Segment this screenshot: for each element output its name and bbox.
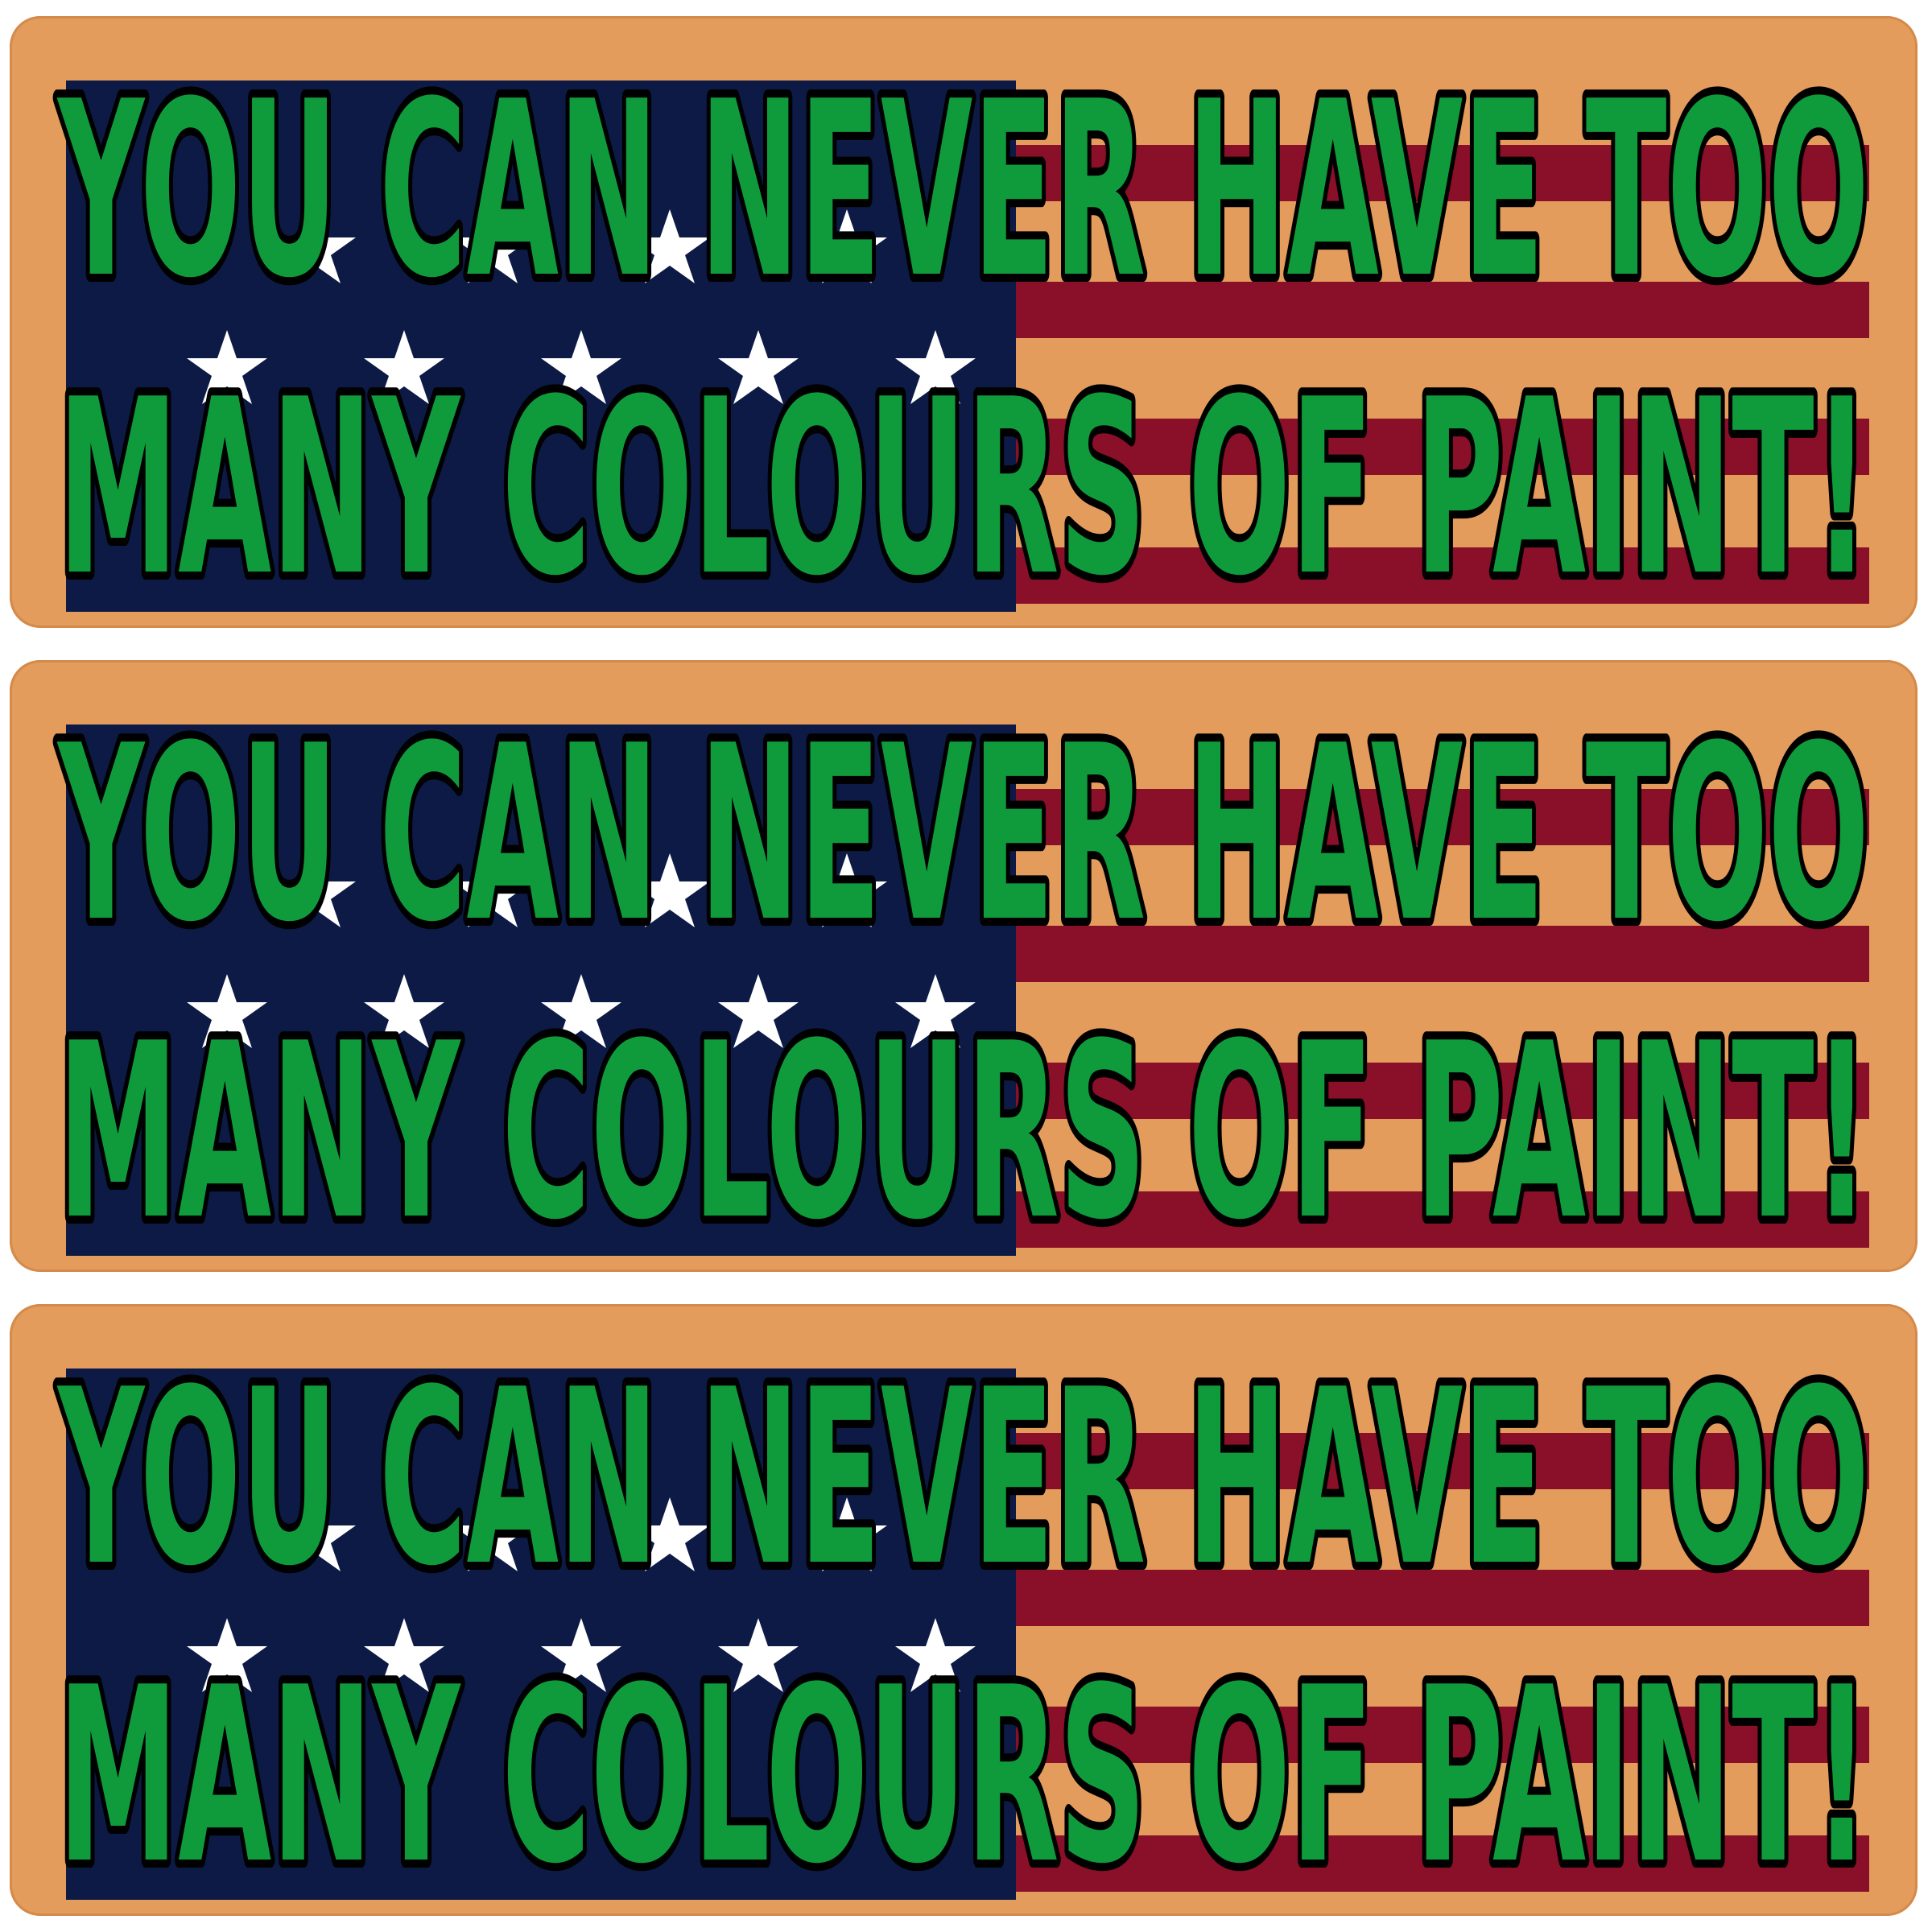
slogan-line-2: MANY COLOURS OF PAINT! [58,1636,1869,1916]
bumper-sticker [10,660,1918,1272]
slogan [10,660,1918,1272]
slogan-line-1: YOU CAN NEVER HAVE TOO [56,1338,1870,1619]
slogan-line-1: YOU CAN NEVER HAVE TOO [56,694,1870,975]
slogan [10,16,1918,628]
slogan-line-2: MANY COLOURS OF PAINT! [58,992,1869,1272]
bumper-sticker [10,16,1918,628]
slogan-line-2: MANY COLOURS OF PAINT! [58,348,1869,628]
slogan [10,1304,1918,1916]
slogan-line-1: YOU CAN NEVER HAVE TOO [56,50,1870,331]
bumper-sticker [10,1304,1918,1916]
